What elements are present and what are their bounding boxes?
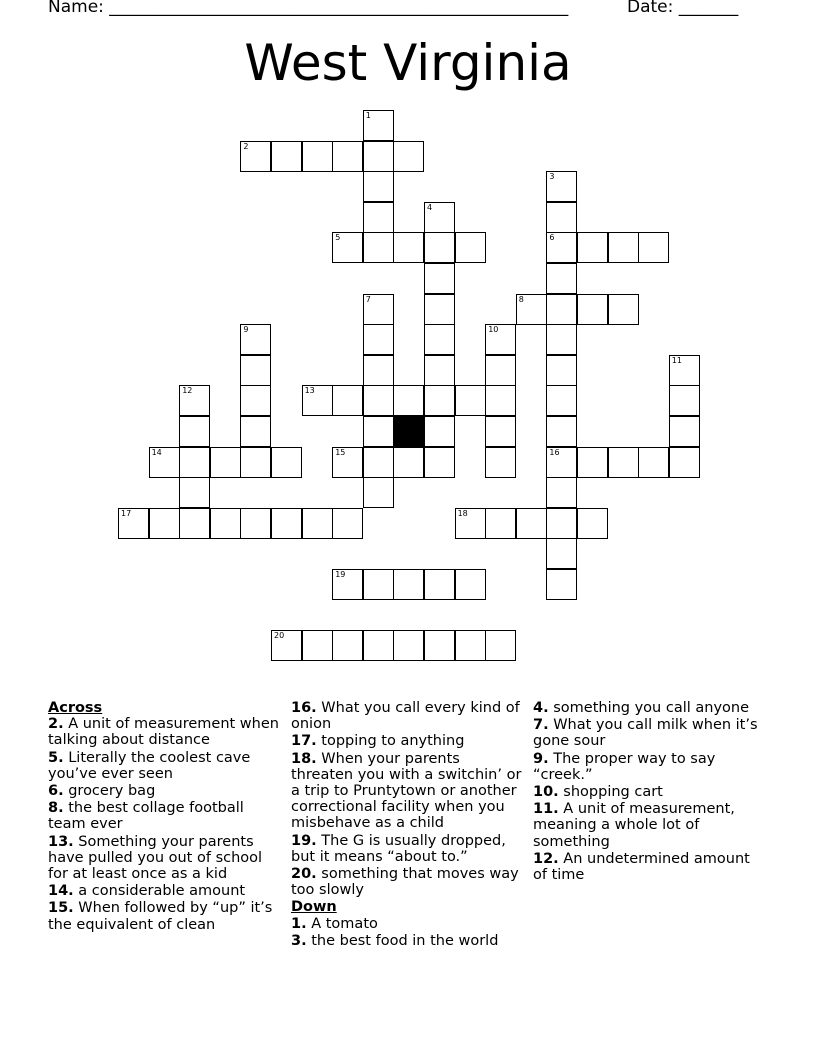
grid-cell[interactable]	[546, 416, 577, 447]
grid-cell[interactable]	[363, 324, 394, 355]
clue-number-label: 16	[549, 447, 560, 457]
clue-number: 19.	[291, 832, 317, 849]
clue-number-label: 18	[457, 508, 468, 518]
grid-cell[interactable]	[179, 447, 210, 478]
grid-cell[interactable]	[546, 569, 577, 600]
page-title: West Virginia	[244, 34, 572, 92]
grid-cell[interactable]	[363, 447, 394, 478]
grid-cell[interactable]	[577, 447, 608, 478]
clue-number: 5.	[48, 749, 64, 766]
grid-cell[interactable]	[455, 508, 486, 539]
clue-across-20	[291, 866, 523, 898]
grid-cell[interactable]	[332, 508, 363, 539]
clue-across-19	[291, 833, 523, 865]
grid-cell[interactable]	[332, 630, 363, 661]
grid-cell[interactable]	[485, 630, 516, 661]
grid-cell[interactable]	[546, 232, 577, 263]
grid-cell[interactable]	[455, 385, 486, 416]
grid-cell[interactable]	[332, 385, 363, 416]
clue-across-17	[291, 733, 523, 749]
clue-number: 11.	[533, 801, 559, 818]
date-field[interactable]: Date: _______	[627, 0, 739, 17]
clue-number: 16.	[291, 700, 317, 716]
grid-cell[interactable]	[240, 447, 271, 478]
grid-cell[interactable]	[363, 630, 394, 661]
grid-cell[interactable]	[118, 508, 149, 539]
black-cell	[393, 416, 424, 447]
grid-cell[interactable]	[546, 202, 577, 233]
grid-cell[interactable]	[638, 447, 669, 478]
clue-number: 2.	[48, 716, 64, 733]
clue-across-18	[291, 751, 523, 832]
grid-cell[interactable]	[424, 385, 455, 416]
clue-down-7	[533, 717, 765, 749]
grid-cell[interactable]	[546, 294, 577, 325]
grid-cell[interactable]	[485, 447, 516, 478]
grid-cell[interactable]	[455, 630, 486, 661]
clue-column-1	[48, 700, 280, 934]
clue-number-label: 1	[365, 111, 371, 120]
grid-cell[interactable]	[424, 416, 455, 447]
grid-cell[interactable]	[149, 508, 180, 539]
clue-text: The proper way to say “creek.”	[533, 750, 716, 783]
grid-cell[interactable]	[546, 263, 577, 294]
clue-down-11	[533, 801, 765, 850]
grid-cell[interactable]	[424, 294, 455, 325]
grid-cell[interactable]	[424, 447, 455, 478]
clue-text: An undetermined amount of time	[533, 850, 750, 884]
clue-text: What you call every kind of onion	[291, 700, 520, 733]
clue-number: 3.	[291, 932, 307, 949]
clue-number: 17.	[291, 733, 317, 750]
grid-cell[interactable]	[669, 355, 700, 386]
grid-cell[interactable]	[424, 355, 455, 386]
grid-cell[interactable]	[210, 508, 241, 539]
clue-across-6	[48, 783, 280, 799]
grid-cell[interactable]	[363, 385, 394, 416]
clue-column-3	[533, 700, 765, 884]
clue-text: grocery bag	[68, 783, 156, 800]
grid-cell[interactable]	[516, 294, 547, 325]
grid-cell[interactable]	[271, 508, 302, 539]
grid-cell[interactable]	[179, 416, 210, 447]
grid-cell[interactable]	[485, 355, 516, 386]
clue-down-1	[291, 916, 523, 932]
grid-cell[interactable]	[393, 447, 424, 478]
grid-cell[interactable]	[393, 232, 424, 263]
clue-number-label: 3	[549, 172, 555, 182]
grid-cell[interactable]	[485, 416, 516, 447]
clue-number: 7.	[533, 717, 549, 734]
clue-number-label: 11	[671, 355, 682, 365]
grid-cell[interactable]	[363, 110, 394, 141]
grid-cell[interactable]	[393, 141, 424, 172]
grid-cell[interactable]	[546, 324, 577, 355]
grid-cell[interactable]	[393, 630, 424, 661]
clue-number: 15.	[48, 900, 74, 917]
clue-number-label: 13	[304, 386, 315, 396]
clue-number-label: 20	[274, 631, 285, 641]
clue-number-label: 10	[488, 325, 499, 335]
grid-cell[interactable]	[363, 202, 394, 233]
grid-cell[interactable]	[332, 141, 363, 172]
grid-cell[interactable]	[485, 508, 516, 539]
clue-across-14	[48, 883, 280, 899]
clue-text: the best food in the world	[311, 932, 499, 949]
grid-cell[interactable]	[638, 232, 669, 263]
grid-cell[interactable]	[332, 569, 363, 600]
clue-number-label: 14	[151, 447, 162, 457]
grid-cell[interactable]	[485, 324, 516, 355]
grid-cell[interactable]	[240, 355, 271, 386]
grid-cell[interactable]	[577, 294, 608, 325]
grid-cell[interactable]	[271, 447, 302, 478]
grid-cell[interactable]	[302, 141, 333, 172]
grid-cell[interactable]	[424, 232, 455, 263]
down-heading: Down	[291, 899, 337, 916]
clue-number: 14.	[48, 883, 74, 900]
grid-cell[interactable]	[455, 232, 486, 263]
clue-column-2	[291, 700, 523, 950]
grid-cell[interactable]	[608, 447, 639, 478]
clue-across-5	[48, 750, 280, 782]
grid-cell[interactable]	[302, 630, 333, 661]
clue-across-15	[48, 900, 280, 932]
grid-cell[interactable]	[608, 232, 639, 263]
grid-cell[interactable]	[393, 385, 424, 416]
grid-cell[interactable]	[669, 385, 700, 416]
grid-cell[interactable]	[546, 171, 577, 202]
grid-cell[interactable]	[669, 416, 700, 447]
grid-cell[interactable]	[240, 416, 271, 447]
grid-cell[interactable]	[149, 447, 180, 478]
grid-cell[interactable]	[424, 263, 455, 294]
clue-text: The G is usually dropped, but it means “about to.”	[291, 832, 506, 865]
grid-cell[interactable]	[240, 141, 271, 172]
clue-number: 12.	[533, 850, 559, 867]
grid-cell[interactable]	[240, 385, 271, 416]
grid-cell[interactable]	[577, 232, 608, 263]
grid-cell[interactable]	[546, 447, 577, 478]
clue-number-label: 5	[335, 233, 341, 243]
clue-number: 13.	[48, 833, 74, 850]
clue-text: What you call milk when it’s gone sour	[533, 717, 758, 750]
clue-number-label: 2	[243, 141, 249, 151]
clue-text: A tomato	[311, 915, 378, 932]
clue-number: 20.	[291, 866, 317, 883]
grid-cell[interactable]	[669, 447, 700, 478]
clue-number-label: 19	[335, 570, 346, 579]
clue-text: a considerable amount	[78, 883, 246, 900]
grid-cell[interactable]	[546, 508, 577, 539]
clue-text: When followed by “up” it’s the equivalent of clean	[48, 900, 273, 933]
clue-number-label: 15	[335, 447, 346, 457]
grid-cell[interactable]	[363, 171, 394, 202]
grid-cell[interactable]	[179, 508, 210, 539]
clue-text: shopping cart	[563, 784, 663, 801]
grid-cell[interactable]	[485, 385, 516, 416]
across-heading: Across	[48, 700, 103, 716]
clue-number: 6.	[48, 783, 64, 800]
clue-down-12	[533, 851, 765, 883]
clue-text: A unit of measurement when talking about distance	[48, 716, 279, 749]
grid-cell[interactable]	[363, 232, 394, 263]
clue-down-3	[291, 933, 523, 949]
grid-cell[interactable]	[240, 508, 271, 539]
grid-cell[interactable]	[363, 294, 394, 325]
grid-cell[interactable]	[577, 508, 608, 539]
grid-cell[interactable]	[210, 447, 241, 478]
clue-number: 1.	[291, 915, 307, 932]
clue-number-label: 8	[518, 294, 524, 304]
grid-cell[interactable]	[424, 569, 455, 600]
clue-text: When your parents threaten you with a switchin’ or a trip to Pruntytown or another correctional facility when you misbehave as a child	[291, 750, 522, 832]
clue-number: 9.	[533, 750, 549, 767]
clue-text: A unit of measurement, meaning a whole lot of something	[533, 801, 735, 850]
clue-across-13	[48, 834, 280, 883]
grid-cell[interactable]	[455, 569, 486, 600]
grid-cell[interactable]	[546, 355, 577, 386]
clue-number: 18.	[291, 750, 317, 767]
clue-number-label: 17	[121, 508, 132, 518]
clue-number: 10.	[533, 784, 559, 801]
grid-cell[interactable]	[546, 538, 577, 569]
clue-number-label: 9	[243, 325, 249, 335]
grid-cell[interactable]	[332, 232, 363, 263]
clue-number-label: 12	[182, 386, 193, 396]
grid-cell[interactable]	[516, 508, 547, 539]
clue-text: topping to anything	[321, 733, 465, 750]
clue-number-label: 4	[427, 202, 433, 212]
grid-cell[interactable]	[302, 508, 333, 539]
grid-cell[interactable]	[332, 447, 363, 478]
name-field[interactable]: Name: ______________________________________________________	[48, 0, 569, 17]
grid-cell[interactable]	[546, 385, 577, 416]
clue-text: something you call anyone	[553, 700, 750, 716]
grid-cell[interactable]	[363, 477, 394, 508]
clue-text: Literally the coolest cave you’ve ever seen	[48, 749, 251, 782]
grid-cell[interactable]	[302, 385, 333, 416]
clue-number-label: 7	[365, 294, 371, 304]
grid-cell[interactable]	[608, 294, 639, 325]
grid-cell[interactable]	[240, 324, 271, 355]
clue-across-8	[48, 800, 280, 832]
clue-number: 8.	[48, 800, 64, 817]
grid-cell[interactable]	[271, 141, 302, 172]
clue-down-4	[533, 700, 765, 716]
grid-cell[interactable]	[424, 324, 455, 355]
grid-cell[interactable]	[546, 477, 577, 508]
clue-text: Something your parents have pulled you out of school for at least once as a kid	[48, 833, 263, 883]
clue-across-2	[48, 716, 280, 748]
clue-down-10	[533, 784, 765, 800]
grid-cell[interactable]	[424, 202, 455, 233]
clue-across-16	[291, 700, 523, 732]
grid-cell[interactable]	[424, 630, 455, 661]
grid-cell[interactable]	[179, 385, 210, 416]
clue-number-label: 6	[549, 233, 555, 243]
clue-down-9	[533, 751, 765, 783]
grid-cell[interactable]	[363, 569, 394, 600]
grid-cell[interactable]	[179, 477, 210, 508]
grid-cell[interactable]	[393, 569, 424, 600]
clue-text: something that moves way too slowly	[291, 866, 519, 899]
grid-cell[interactable]	[363, 141, 394, 172]
clue-number: 4.	[533, 700, 549, 716]
clue-text: the best collage football team ever	[48, 800, 244, 833]
grid-cell[interactable]	[271, 630, 302, 661]
grid-cell[interactable]	[363, 355, 394, 386]
grid-cell[interactable]	[363, 416, 394, 447]
